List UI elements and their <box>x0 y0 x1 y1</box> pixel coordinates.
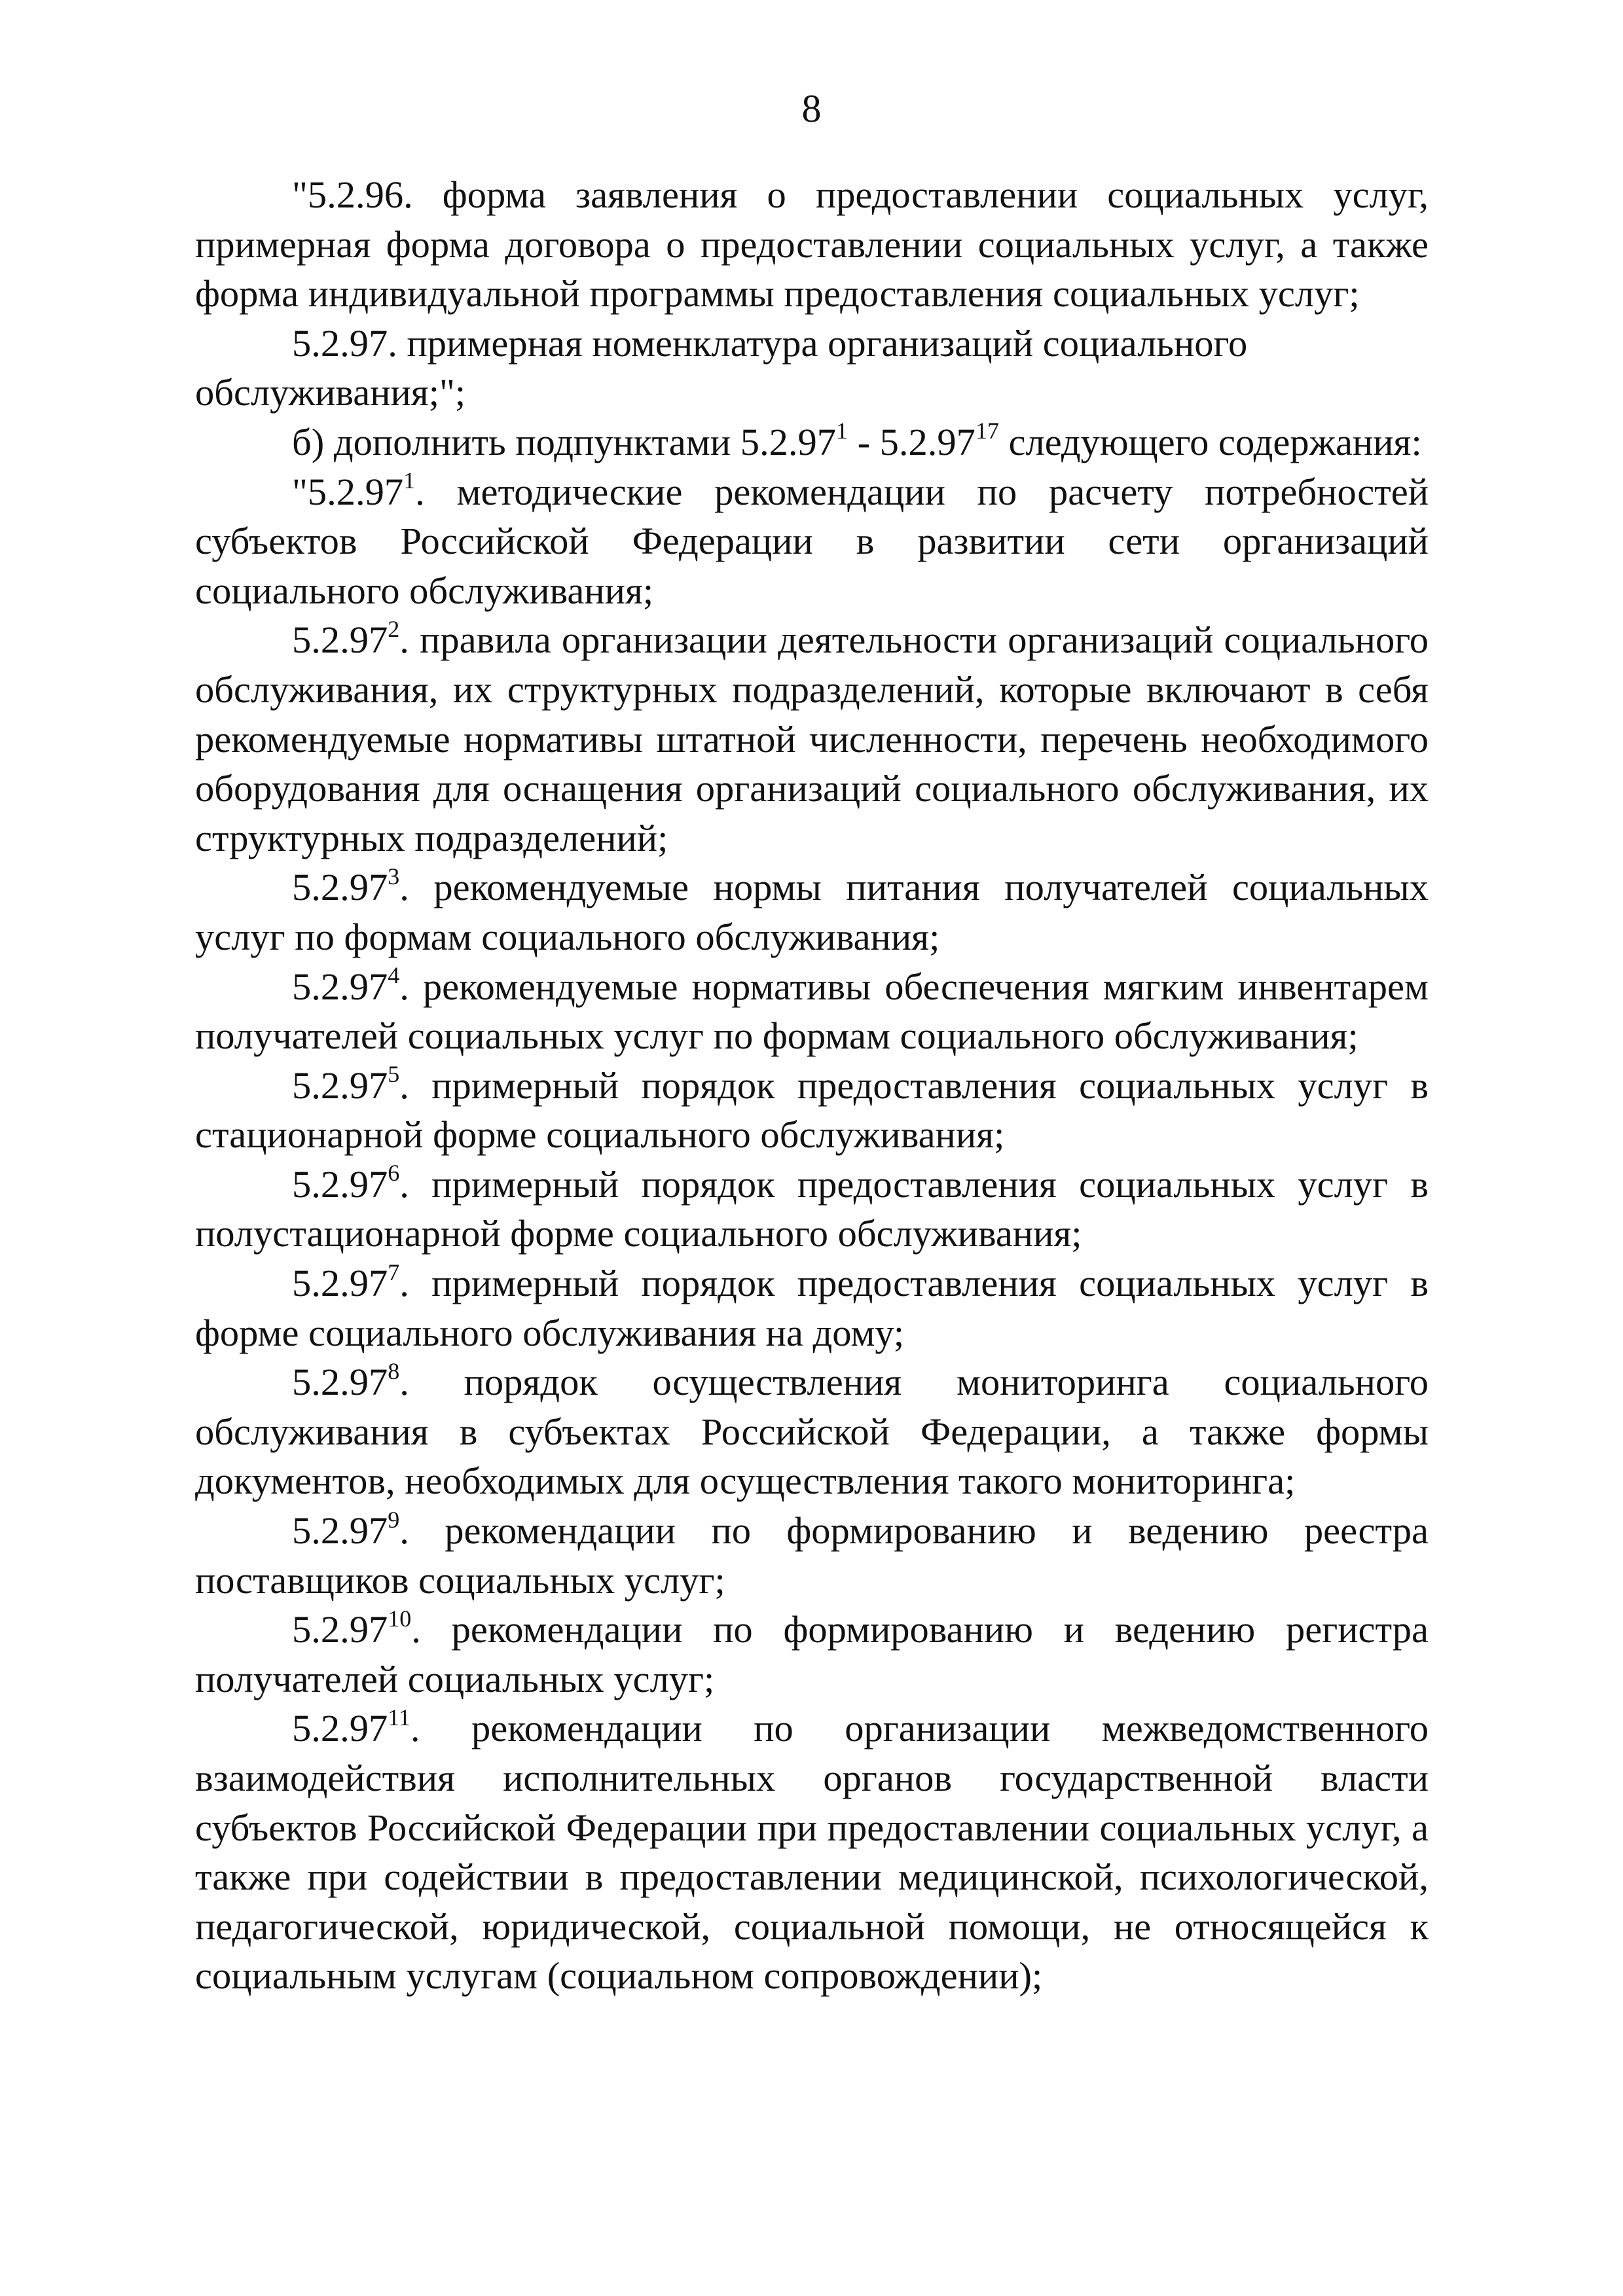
paragraph-5-2-97-10 <box>195 1605 1429 1704</box>
clause-number: 5.2.97 <box>292 619 388 662</box>
paragraph-5-2-97-6 <box>195 1160 1429 1259</box>
paragraph-text: - 5.2.97 <box>847 420 976 463</box>
paragraph-text: . рекомендации по формированию и ведению реестра поставщиков социальных услуг; <box>195 1509 1429 1602</box>
clause-number: 5.2.97 <box>292 965 388 1008</box>
paragraph-text: . порядок осуществления мониторинга социального обслуживания в субъектах Российской Федерации, а также формы документов, необходимых для осуществления такого мониторинга; <box>195 1361 1429 1503</box>
paragraph-text: . рекомендации по формированию и ведению регистра получателей социальных услуг; <box>195 1608 1429 1700</box>
superscript: 1 <box>835 418 848 444</box>
paragraph-5-2-97-8 <box>195 1357 1429 1506</box>
page-number: 8 <box>801 87 822 130</box>
paragraph-5-2-97-4 <box>195 962 1429 1061</box>
paragraph-text: следующего содержания: <box>998 420 1422 463</box>
clause-number: 5.2.97 <box>292 866 388 909</box>
clause-number: "5.2.97 <box>292 470 404 513</box>
paragraph-text: . примерный порядок предоставления социальных услуг в форме социального обслуживания на дому; <box>195 1262 1429 1354</box>
superscript: 4 <box>388 962 400 988</box>
clause-number: 5.2.97 <box>292 1064 388 1107</box>
paragraph-text: 5.2.97. примерная номенклатура организаций социального обслуживания;"; <box>195 321 1248 414</box>
paragraph-text: . рекомендации по организации межведомственного взаимодействия исполнительных органов государственной власти субъектов Российской Федерации при предоставлении социальных услуг, а также при содействии в предоставлении медицинской, психологической, педагогической, юридической, социальной помощи, не относящейся к социальным услугам (социальном сопровождении); <box>195 1707 1429 1998</box>
paragraph-5-2-97-2 <box>195 615 1429 863</box>
document-body <box>195 170 1429 2001</box>
paragraph-text: . рекомендуемые нормативы обеспечения мягким инвентарем получателей социальных услуг по формам социального обслуживания; <box>195 965 1429 1058</box>
paragraph-5-2-96 <box>195 170 1429 319</box>
clause-number: 5.2.97 <box>292 1361 388 1404</box>
superscript: 3 <box>388 863 400 889</box>
clause-number: 5.2.97 <box>292 1707 388 1750</box>
paragraph-text: . примерный порядок предоставления социальных услуг в полустационарной форме социального обслуживания; <box>195 1162 1429 1255</box>
paragraph-5-2-97-5 <box>195 1061 1429 1160</box>
paragraph-text: . правила организации деятельности организаций социального обслуживания, их структурных подразделений, которые включают в себя рекомендуемые нормативы штатной численности, перечень необходимого оборудования для оснащения организаций социального обслуживания, их структурных подразделений; <box>195 619 1429 859</box>
paragraph-5-2-97-9 <box>195 1506 1429 1605</box>
paragraph-5-2-97-1 <box>195 467 1429 616</box>
clause-number: 5.2.97 <box>292 1262 388 1305</box>
superscript: 1 <box>403 467 416 494</box>
paragraph-5-2-97 <box>195 319 1429 418</box>
superscript: 10 <box>388 1605 412 1632</box>
paragraph-text: . методические рекомендации по расчету потребностей субъектов Российской Федерации в развитии сети организаций социального обслуживания; <box>195 470 1429 612</box>
superscript: 2 <box>388 615 400 642</box>
paragraph-5-2-97-7 <box>195 1259 1429 1357</box>
paragraph-text: . рекомендуемые нормы питания получателей социальных услуг по формам социального обслуживания; <box>195 866 1429 958</box>
superscript: 6 <box>388 1160 400 1187</box>
paragraph-5-2-97-3 <box>195 863 1429 961</box>
paragraph-amendment-b <box>195 418 1429 467</box>
superscript: 11 <box>388 1704 410 1731</box>
paragraph-text: . примерный порядок предоставления социальных услуг в стационарной форме социального обслуживания; <box>195 1064 1429 1157</box>
superscript: 17 <box>975 418 999 444</box>
superscript: 8 <box>388 1357 400 1384</box>
clause-number: 5.2.97 <box>292 1509 388 1552</box>
clause-number: 5.2.97 <box>292 1162 388 1206</box>
clause-number: 5.2.97 <box>292 1608 388 1651</box>
superscript: 7 <box>388 1259 400 1285</box>
paragraph-text: "5.2.96. форма заявления о предоставлении социальных услуг, примерная форма договора о предоставлении социальных услуг, а также форма индивидуальной программы предоставления социальных услуг; <box>195 173 1429 315</box>
superscript: 9 <box>388 1506 400 1533</box>
paragraph-text: б) дополнить подпунктами 5.2.97 <box>292 420 836 463</box>
paragraph-5-2-97-11 <box>195 1704 1429 2001</box>
superscript: 5 <box>388 1061 400 1088</box>
